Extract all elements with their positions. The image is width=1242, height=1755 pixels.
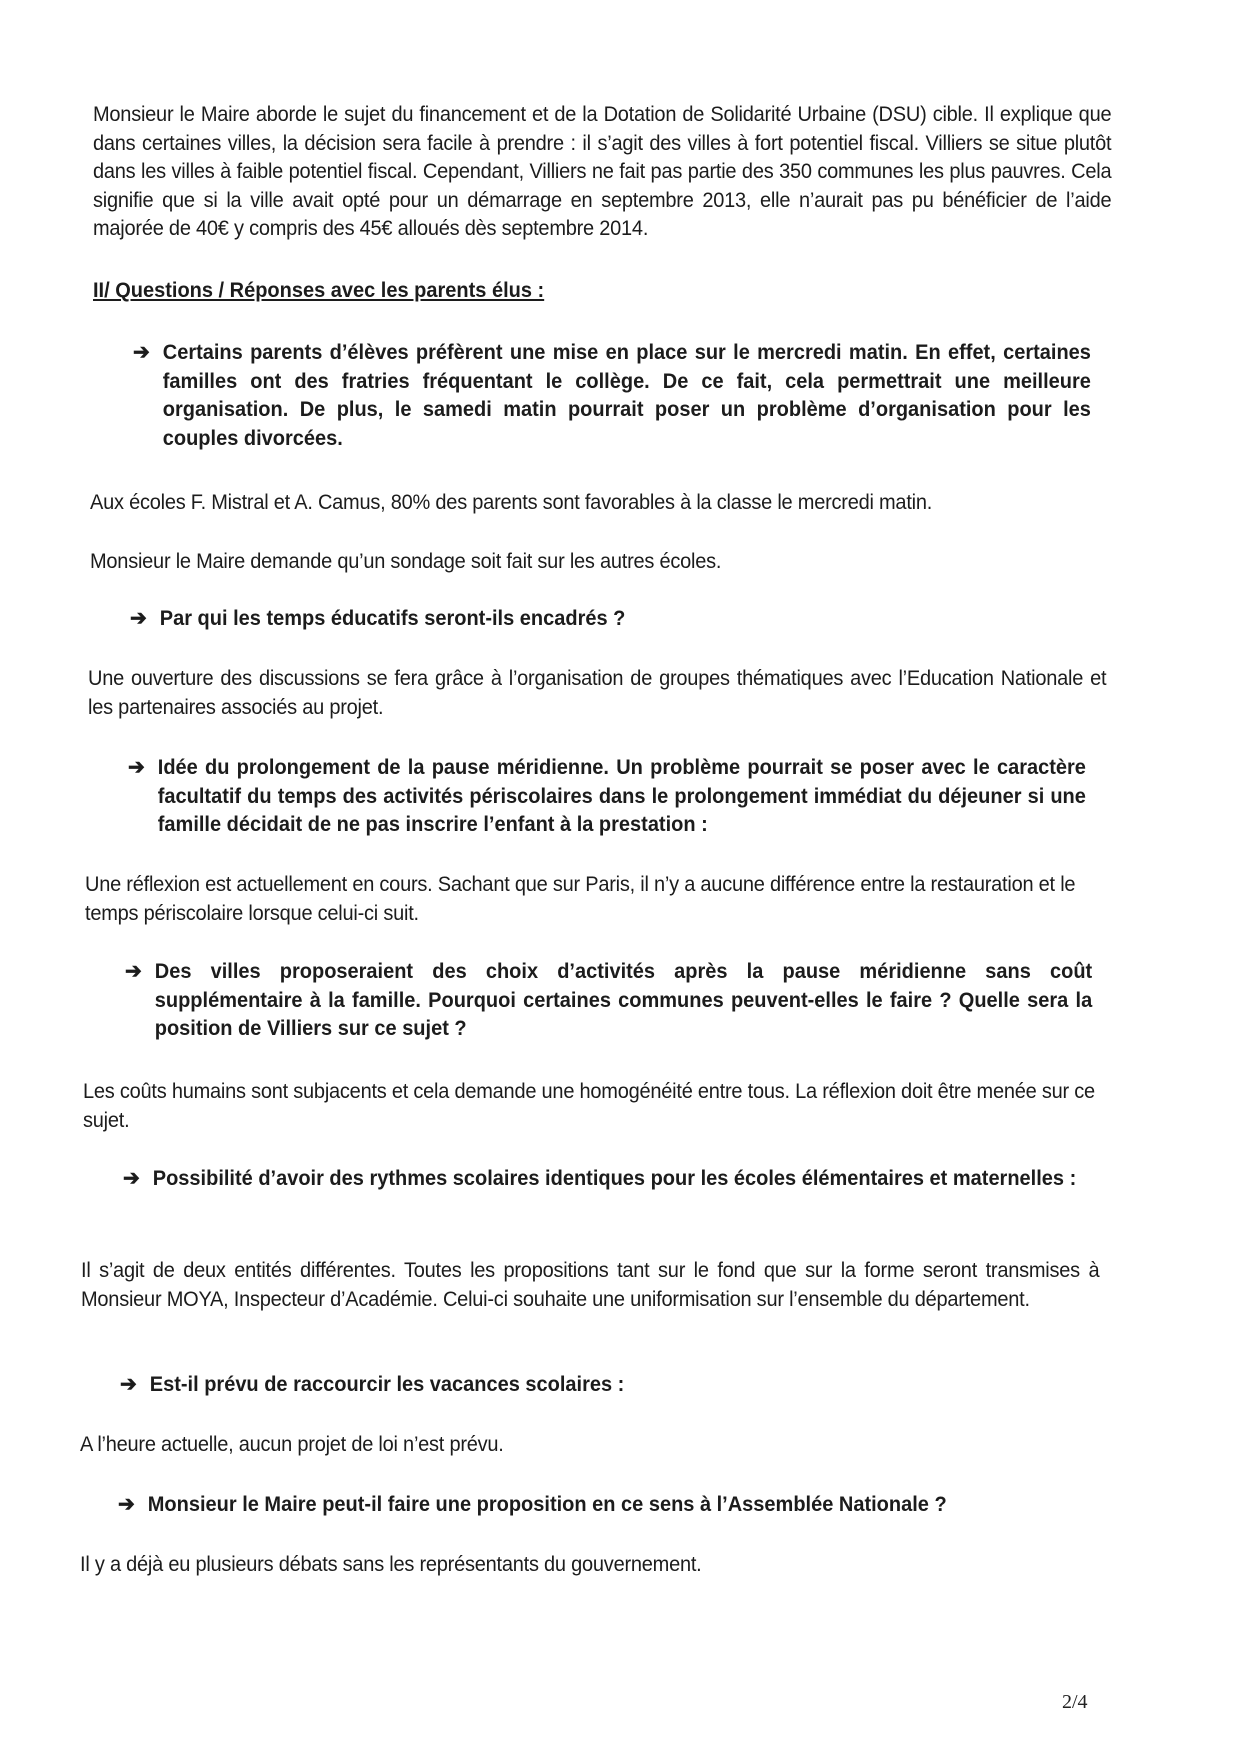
answer-7: Il y a déjà eu plusieurs débats sans les représentants du gouvernement.: [80, 1552, 702, 1576]
question-1: [133, 338, 1091, 452]
arrow-icon: ➔: [133, 340, 150, 364]
arrow-icon: ➔: [118, 1492, 135, 1516]
answer-1a: Aux écoles F. Mistral et A. Camus, 80% des parents sont favorables à la classe le mercredi matin.: [90, 490, 933, 514]
question-5: [123, 1164, 1095, 1193]
question-4-text: Des villes proposeraient des choix d’activités après la pause méridienne sans coût supplémentaire à la famille. Pourquoi certaines communes peuvent-elles le faire ? Quelle sera la position de Villiers sur ce sujet ?: [154, 959, 1093, 1040]
arrow-icon: ➔: [123, 1166, 140, 1190]
question-3: [128, 753, 1086, 839]
question-4: [125, 957, 1092, 1043]
question-7-text: Monsieur le Maire peut-il faire une proposition en ce sens à l’Assemblée Nationale ?: [147, 1492, 947, 1516]
answer-1b: Monsieur le Maire demande qu’un sondage soit fait sur les autres écoles.: [90, 549, 722, 573]
arrow-icon: ➔: [125, 959, 142, 983]
question-7: [118, 1490, 1085, 1519]
answer-3: Une réflexion est actuellement en cours. Sachant que sur Paris, il n’y a aucune différence entre la restauration et le temps périscolaire lorsque celui-ci suit.: [85, 872, 1076, 925]
answer-6: A l’heure actuelle, aucun projet de loi n’est prévu.: [80, 1432, 504, 1456]
question-6: [120, 1370, 1087, 1399]
answer-5: Il s’agit de deux entités différentes. Toutes les propositions tant sur le fond que sur la forme seront transmises à Monsieur MOYA, Inspecteur d’Académie. Celui-ci souhaite une uniformisation sur l’ensemble du département.: [81, 1258, 1100, 1311]
question-2-text: Par qui les temps éducatifs seront-ils encadrés ?: [159, 606, 626, 630]
intro-paragraph: Monsieur le Maire aborde le sujet du financement et de la Dotation de Solidarité Urbaine (DSU) cible. Il explique que dans certaines villes, la décision sera facile à prendre : il s’agit des villes à fort potentiel fiscal. Villiers se situe plutôt dans les villes à faible potentiel fiscal. Cependant, Villiers ne fait pas partie des 350 communes les plus pauvres. Cela signifie que si la ville avait opté pour un démarrage en septembre 2013, elle n’aurait pas pu bénéficier de l’aide majorée de 40€ y compris des 45€ alloués dès septembre 2014.: [93, 102, 1112, 240]
question-1-text: Certains parents d’élèves préfèrent une mise en place sur le mercredi matin. En effet, certaines familles ont des fratries fréquentant le collège. De ce fait, cela permettrait une meilleure organisation. De plus, le samedi matin pourrait poser un problème d’organisation pour les couples divorcées.: [162, 340, 1091, 450]
arrow-icon: ➔: [120, 1372, 137, 1396]
question-6-text: Est-il prévu de raccourcir les vacances scolaires :: [149, 1372, 625, 1396]
arrow-icon: ➔: [128, 755, 145, 779]
answer-2: Une ouverture des discussions se fera grâce à l’organisation de groupes thématiques avec l’Education Nationale et les partenaires associés au projet.: [88, 666, 1107, 719]
question-5-text: Possibilité d’avoir des rythmes scolaires identiques pour les écoles élémentaires et maternelles :: [152, 1166, 1077, 1190]
answer-4: Les coûts humains sont subjacents et cela demande une homogénéité entre tous. La réflexion doit être menée sur ce sujet.: [83, 1079, 1095, 1132]
question-2: [130, 604, 1088, 633]
question-3-text: Idée du prolongement de la pause méridienne. Un problème pourrait se poser avec le caractère facultatif du temps des activités périscolaires dans le prolongement immédiat du déjeuner si une famille décidait de ne pas inscrire l’enfant à la prestation :: [157, 755, 1086, 836]
arrow-icon: ➔: [130, 606, 147, 630]
page-number: 2/4: [1062, 1691, 1088, 1713]
section-heading: II/ Questions / Réponses avec les parents élus :: [93, 278, 545, 302]
